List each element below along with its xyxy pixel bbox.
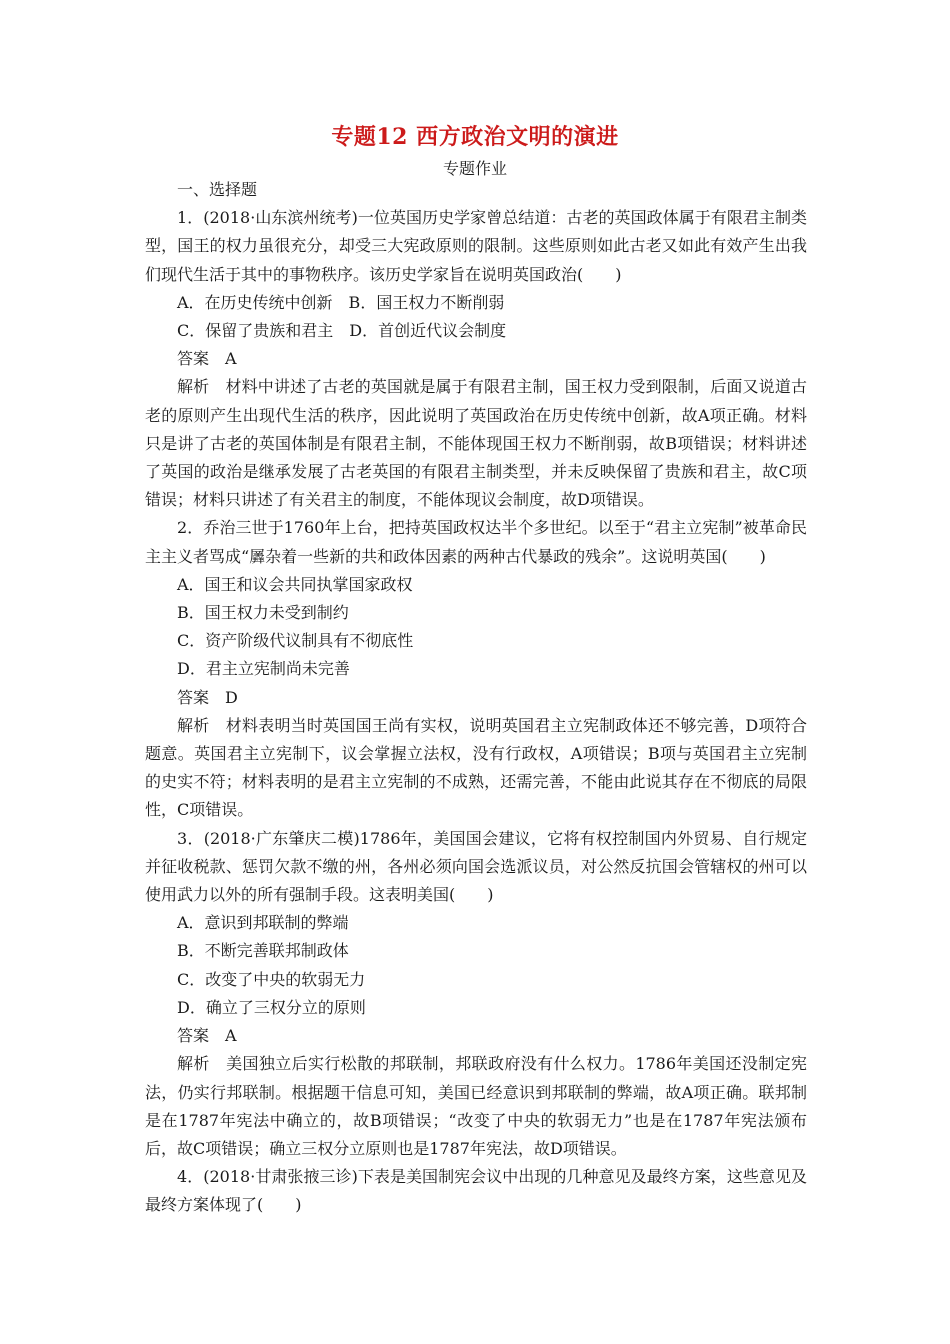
question-2-analysis: 解析 材料表明当时英国国王尚有实权，说明英国君主立宪制政体还不够完善，D项符合题意。英国君主立宪制下，议会掌握立法权，没有行政权，A项错误；B项与英国君主立宪制的史实不符；材料表明的是君主立宪制的不成熟，还需完善，不能由此说其存在不彻底的局限性，C项错误。 <box>145 715 807 820</box>
section-heading: 一、选择题 <box>177 180 258 199</box>
question-1-stem: 1．(2018·山东滨州统考)一位英国历史学家曾总结道：古老的英国政体属于有限君主制类型，国王的权力虽很充分，却受三大宪政原则的限制。这些原则如此古老又如此有效产生出我们现代生活于其中的事物秩序。该历史学家旨在说明英国政治( ) <box>145 208 807 284</box>
question-3-stem: 3．(2018·广东肇庆二模)1786年，美国国会建议，它将有权控制国内外贸易、自行规定并征收税款、惩罚欠款不缴的州，各州必须向国会选派议员，对公然反抗国会管辖权的州可以使用武力以外的所有强制手段。这表明美国( ) <box>145 828 807 905</box>
page-title: 专题12 西方政治文明的演进 <box>331 124 619 150</box>
question-3-option-a: A．意识到邦联制的弊端 <box>177 913 349 933</box>
question-1-analysis: 解析 材料中讲述了古老的英国就是属于有限君主制，国王权力受到限制，后面又说道古老的原则产生出现代生活的秩序，因此说明了英国政治在历史传统中创新，故A项正确。材料只是讲了古老的英国体制是有限君主制，不能体现国王权力不断削弱，故B项错误；材料讲述了英国的政治是继承发展了古老英国的有限君主制类型，并未反映保留了贵族和君主，故C项错误；材料只讲述了有关君主的制度，不能体现议会制度，故D项错误。 <box>145 377 807 510</box>
question-2-option-d: D．君主立宪制尚未完善 <box>177 659 350 679</box>
question-3-answer: 答案 A <box>177 1026 237 1046</box>
question-4-stem: 4．(2018·甘肃张掖三诊)下表是美国制宪会议中出现的几种意见及最终方案，这些意见及最终方案体现了( ) <box>145 1167 807 1215</box>
page-subtitle: 专题作业 <box>442 159 507 178</box>
question-3-option-d: D．确立了三权分立的原则 <box>177 997 366 1017</box>
document-body <box>145 176 807 1220</box>
question-2-answer: 答案 D <box>177 687 238 707</box>
question-1-answer: 答案 A <box>177 349 237 369</box>
question-2-option-b: B．国王权力未受到制约 <box>177 603 349 623</box>
question-1-option-row: C．保留了贵族和君主 D．首创近代议会制度 <box>177 321 507 341</box>
question-3-analysis: 解析 美国独立后实行松散的邦联制，邦联政府没有什么权力。1786年美国还没制定宪法，仍实行邦联制。根据题干信息可知，美国已经意识到邦联制的弊端，故A项正确。联邦制是在1787年宪法中确立的，故B项错误；“改变了中央的软弱无力”也是在1787年宪法颁布后，故C项错误；确立三权分立原则也是1787年宪法，故D项错误。 <box>145 1054 807 1158</box>
question-2-option-c: C．资产阶级代议制具有不彻底性 <box>177 631 414 651</box>
question-3-option-b: B．不断完善联邦制政体 <box>177 941 349 961</box>
question-2-option-a: A．国王和议会共同执掌国家政权 <box>177 574 413 594</box>
question-3-option-c: C．改变了中央的软弱无力 <box>177 969 366 989</box>
question-1-option-row: A．在历史传统中创新 B．国王权力不断削弱 <box>177 292 505 312</box>
question-2-stem: 2．乔治三世于1760年上台，把持英国政权达半个多世纪。以至于“君主立宪制”被革命民主主义者骂成“羼杂着一些新的共和政体因素的两种古代暴政的残余”。这说明英国( ) <box>145 518 807 566</box>
